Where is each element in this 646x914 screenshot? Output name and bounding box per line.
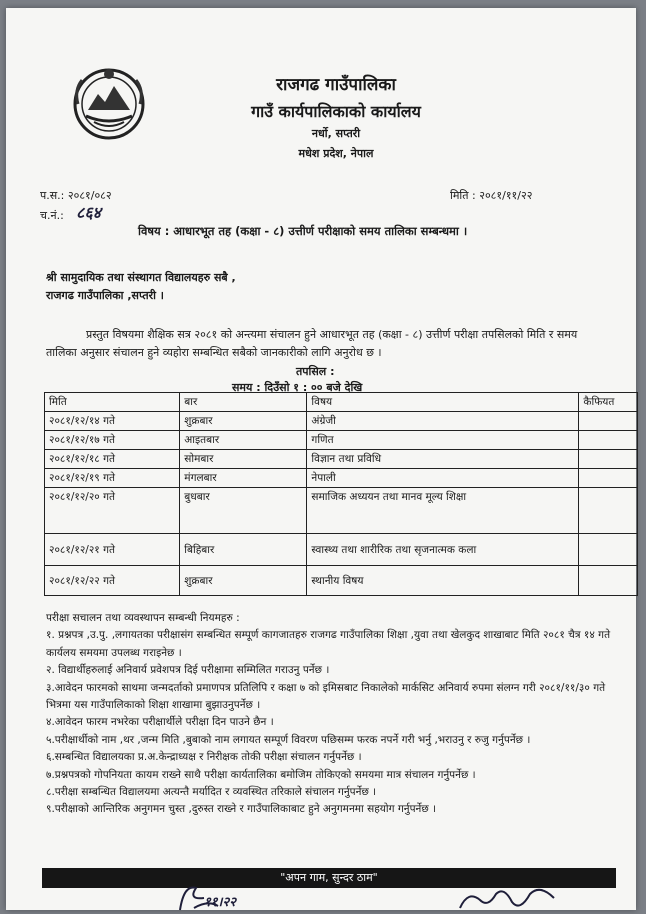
cell-subject: स्वास्थ्य तथा शारीरिक तथा सृजनात्मक कला — [307, 534, 579, 566]
cell-date: २०८१/१२/२२ गते — [45, 566, 180, 596]
cell-subject: गणित — [307, 431, 579, 450]
schedule-heading: तपसिल : — [296, 365, 335, 378]
cell-remarks — [579, 431, 638, 450]
cell-remarks — [579, 469, 638, 488]
table-row — [45, 534, 638, 566]
cell-remarks — [579, 412, 638, 431]
column-header-remarks: कैफियत — [579, 393, 638, 412]
rule-item: ७.प्रश्नपत्रको गोपनियता कायम राख्ने साथै परीक्षा कार्यतालिका बमोजिम तोकिएको समयमा मात्र संचालन गर्नुपर्नेछ । — [46, 768, 476, 781]
column-header-subject: विषय — [307, 393, 579, 412]
table-row — [45, 412, 638, 431]
cell-subject: अंग्रेजी — [307, 412, 579, 431]
cell-date: २०८१/१२/२० गते — [45, 488, 180, 534]
cell-remarks — [579, 488, 638, 534]
cell-date: २०८१/१२/१४ गते — [45, 412, 180, 431]
handwritten-date: ११।२२ — [204, 895, 236, 910]
subject-line: विषय : आधारभूत तह (कक्षा - ८) उत्तीर्ण परीक्षाको समय तालिका सम्बन्धमा । — [138, 224, 468, 238]
exam-rules — [46, 610, 618, 819]
exam-time: समय : दिउँसो १ : ०० बजे देखि — [232, 381, 363, 394]
cell-date: २०८१/१२/१८ गते — [45, 450, 180, 469]
cell-date: २०८१/१२/१७ गते — [45, 431, 180, 450]
letter-date: मिति : २०८१/११/२२ — [450, 189, 533, 202]
rule-item: ८.परीक्षा सम्बन्धित विद्यालयमा अत्यन्तै मर्यादित र व्यवस्थित तरिकाले संचालन गर्नुपर्नेछ । — [46, 786, 377, 799]
dispatch-number-label: च.नं.: — [40, 209, 64, 222]
cell-date: २०८१/१२/१९ गते — [45, 469, 180, 488]
rule-item: ३.आवेदन फारमको साथमा जन्मदर्ताको प्रमाणपत्र प्रतिलिपि र कक्षा ७ को इमिसबाट निकालेको मार्कसिट अनिवार्य रुपमा संलग्न गरी २०८१/११/३० गते भित्रमा यस गाउँपालिकाको शिक्षा शाखामा बुझाउनुपर्नेछ । — [46, 681, 606, 712]
cell-date: २०८१/१२/२१ गते — [45, 534, 180, 566]
org-name: राजगढ गाउँपालिका — [276, 75, 396, 95]
cell-day: मंगलबार — [180, 469, 307, 488]
cell-remarks — [579, 534, 638, 566]
column-header-date: मिति — [45, 393, 180, 412]
cell-remarks — [579, 450, 638, 469]
rule-item: १. प्रश्नपत्र ,उ.पु. ,लगायतका परीक्षासंग सम्बन्धित सम्पूर्ण कागजातहरु राजगढ गाउँपालिका शिक्षा ,युवा तथा खेलकुद शाखाबाट मिति २०८१ चैत्र १४ गते कार्यलय समयमा उपलब्ध गराइनेछ । — [46, 629, 611, 659]
cell-subject: विज्ञान तथा प्रविधि — [307, 450, 579, 469]
cell-subject: नेपाली — [307, 469, 579, 488]
cell-day: आइतबार — [180, 431, 307, 450]
rule-item: ४.आवेदन फारम नभरेका परीक्षार्थीले परीक्षा दिन पाउने छैन । — [46, 716, 274, 729]
cell-subject: समाजिक अध्ययन तथा मानव मूल्य शिक्षा — [307, 488, 579, 534]
letter-page — [6, 8, 636, 910]
office-province: मधेश प्रदेश, नेपाल — [298, 147, 374, 160]
rule-item: ६.सम्बन्धित विद्यालयका प्र.अ.केन्द्राध्यक्ष र निरीक्षक तोकी परीक्षा संचालन गर्नुपर्नेछ । — [46, 751, 362, 764]
cell-day: सोमबार — [180, 450, 307, 469]
table-row — [45, 488, 638, 534]
official-signature — [454, 882, 564, 914]
municipality-emblem-logo — [68, 60, 150, 146]
dispatch-number-handwritten: ८६४ — [76, 203, 101, 222]
addressee-line-1: श्री सामुदायिक तथा संस्थागत विद्यालयहरु सबै , — [46, 271, 236, 284]
body-paragraph: प्रस्तुत विषयमा शैक्षिक सत्र २०८१ को अन्त्यमा संचालन हुने आधारभूत तह (कक्षा - ८) उत्तीर्ण परीक्षा तपसिलको मिति र समय तालिका अनुसार संचालन हुने व्यहोरा सम्बन्धित सबैको जानकारीको लागि अनुरोध छ । — [46, 328, 578, 359]
table-row — [45, 566, 638, 596]
cell-day: बुधबार — [180, 488, 307, 534]
cell-day: शुक्रबार — [180, 566, 307, 596]
rule-item: ५.परीक्षार्थीको नाम ,थर ,जन्म मिति ,बुबाको नाम लगायत सम्पूर्ण विवरण पछिसम्म फरक नपर्ने गरी भर्नु ,भराउनु र रुजु गर्नुपर्नेछ । — [46, 733, 531, 746]
rule-item: ९.परीक्षाको आन्तिरिक अनुगमन चुस्त ,दुरुस्त राख्ने र गाउँपालिकाबाट हुने अनुगमनमा सहयोग गर्नुपर्नेछ । — [46, 803, 437, 816]
table-row — [45, 469, 638, 488]
footer-slogan-bar: "अपन गाम, सुन्दर ठाम" — [42, 868, 616, 888]
table-row — [45, 431, 638, 450]
table-row — [45, 450, 638, 469]
cell-subject: स्थानीय विषय — [307, 566, 579, 596]
office-name: गाउँ कार्यपालिकाको कार्यालय — [251, 102, 421, 121]
table-header-row — [45, 393, 638, 412]
cell-remarks — [579, 566, 638, 596]
addressee-line-2: राजगढ गाउँपालिका ,सप्तरी । — [46, 289, 164, 302]
exam-schedule-table — [44, 392, 638, 596]
rule-item: २. विद्यार्थीहरुलाई अनिवार्य प्रवेशपत्र दिई परीक्षामा सम्मिलित गराउनु पर्नेछ । — [46, 664, 330, 677]
letter-number: प.स.: २०८१/०८२ — [40, 189, 112, 202]
office-location: नर्धो, सप्तरी — [311, 127, 361, 140]
column-header-day: बार — [180, 393, 307, 412]
rules-heading: परीक्षा सचालन तथा व्यवस्थापन सम्बन्धी नियमहरु : — [46, 612, 240, 624]
cell-day: बिहिबार — [180, 534, 307, 566]
cell-day: शुक्रबार — [180, 412, 307, 431]
